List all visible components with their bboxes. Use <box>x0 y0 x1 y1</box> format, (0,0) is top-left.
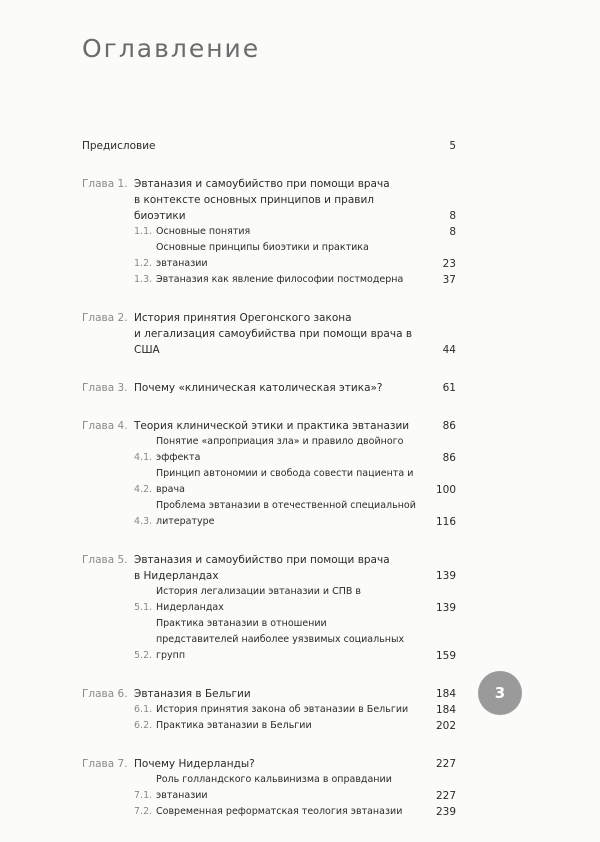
chapter-label: Глава 3. <box>82 382 128 394</box>
section-page: 8 <box>449 226 456 238</box>
chapter-page: 44 <box>442 344 456 356</box>
chapter-heading-body <box>134 552 456 584</box>
section-row <box>82 804 456 820</box>
section-title <box>156 224 420 240</box>
section-page: 37 <box>442 274 456 286</box>
chapter-title-line: и легализация самоубийства при помощи врача в США <box>134 328 413 356</box>
chapter-label: Глава 6. <box>82 688 128 700</box>
section-title-line: представителей наиболее уязвимых социальных групп <box>156 634 405 661</box>
chapter-title-line: в контексте основных принципов и правил биоэтики <box>134 194 374 222</box>
chapter-title <box>134 686 420 702</box>
chapter-heading-row <box>82 418 456 434</box>
section-row <box>82 616 456 664</box>
section-title-line: История принятия закона об эвтаназии в Бельгии <box>156 704 409 715</box>
section-title <box>156 718 420 734</box>
section-title <box>156 584 420 616</box>
section-title <box>156 804 420 820</box>
chapter-block <box>82 418 456 530</box>
chapter-heading-row <box>82 176 456 224</box>
chapter-label: Глава 5. <box>82 554 128 566</box>
section-page: 86 <box>442 452 456 464</box>
section-number: 1.1. <box>134 226 153 237</box>
section-title <box>156 240 420 272</box>
section-page: 100 <box>435 484 456 496</box>
chapter-block <box>82 756 456 820</box>
section-number: 5.2. <box>134 650 153 661</box>
section-page: 184 <box>435 704 456 716</box>
section-page: 116 <box>435 516 456 528</box>
section-row <box>82 498 456 530</box>
toc-preface-row <box>82 138 456 154</box>
chapter-heading-body <box>134 380 456 396</box>
section-title-line: История легализации эвтаназии и СПВ в Нидерландах <box>156 586 362 613</box>
section-number: 5.1. <box>134 602 153 613</box>
chapter-title <box>134 380 420 396</box>
chapter-heading-row <box>82 380 456 396</box>
chapter-list <box>82 176 456 820</box>
table-of-contents <box>82 138 456 842</box>
section-row <box>82 272 456 288</box>
chapter-title-line: Эвтаназия и самоубийство при помощи врача <box>134 178 390 190</box>
chapter-title <box>134 418 420 434</box>
chapter-page: 139 <box>435 570 456 582</box>
chapter-label: Глава 4. <box>82 420 128 432</box>
chapter-title-line: Почему Нидерланды? <box>134 758 255 770</box>
chapter-title <box>134 756 420 772</box>
chapter-block <box>82 310 456 358</box>
section-page: 202 <box>435 720 456 732</box>
section-row <box>82 466 456 498</box>
chapter-page: 8 <box>449 210 456 222</box>
section-number: 1.3. <box>134 274 153 285</box>
section-page: 227 <box>435 790 456 802</box>
section-number: 1.2. <box>134 258 153 269</box>
chapter-block <box>82 552 456 664</box>
chapter-title <box>134 310 420 358</box>
section-number: 7.1. <box>134 790 153 801</box>
chapter-page: 227 <box>435 758 456 770</box>
chapter-label: Глава 7. <box>82 758 128 770</box>
chapter-heading-row <box>82 686 456 702</box>
chapter-label: Глава 1. <box>82 178 128 190</box>
section-number: 6.2. <box>134 720 153 731</box>
section-title-line: Практика эвтаназии в Бельгии <box>156 720 312 731</box>
section-title <box>156 272 420 288</box>
chapter-title <box>134 552 420 584</box>
chapter-heading-row <box>82 552 456 584</box>
chapter-title-line: История принятия Орегонского закона <box>134 312 352 324</box>
chapter-block <box>82 176 456 288</box>
section-title <box>156 434 420 466</box>
section-title-line: Эвтаназия как явление философии постмодерна <box>156 274 404 285</box>
section-page: 23 <box>442 258 456 270</box>
preface-page: 5 <box>449 140 456 152</box>
section-number: 7.2. <box>134 806 153 817</box>
section-number: 4.2. <box>134 484 153 495</box>
chapter-heading-body <box>134 176 456 224</box>
section-title-line: Основные принципы биоэтики и практика эвтаназии <box>156 242 369 269</box>
page-title: Оглавление <box>82 34 261 63</box>
section-title-line: Принцип автономии и свобода совести пациента и врача <box>156 468 414 495</box>
chapter-heading-body <box>134 756 456 772</box>
chapter-heading-row <box>82 310 456 358</box>
chapter-label: Глава 2. <box>82 312 128 324</box>
section-title-line: Проблема эвтаназии в отечественной специальной литературе <box>156 500 416 527</box>
section-title-line: Понятие «апроприация зла» и правило двойного эффекта <box>156 436 404 463</box>
section-number: 6.1. <box>134 704 153 715</box>
section-row <box>82 772 456 804</box>
chapter-heading-body <box>134 686 456 702</box>
section-row <box>82 718 456 734</box>
chapter-title-line: Эвтаназия и самоубийство при помощи врача <box>134 554 390 566</box>
section-number: 4.1. <box>134 452 153 463</box>
chapter-page: 61 <box>442 382 456 394</box>
chapter-title <box>134 176 420 224</box>
section-title-line: Роль голландского кальвинизма в оправдании эвтаназии <box>156 774 392 801</box>
section-title <box>156 466 420 498</box>
chapter-page: 86 <box>442 420 456 432</box>
chapter-title-line: в Нидерландах <box>134 570 219 582</box>
chapter-heading-body <box>134 418 456 434</box>
section-title <box>156 616 420 664</box>
chapter-title-line: Почему «клиническая католическая этика»? <box>134 382 383 394</box>
preface-title: Предисловие <box>82 140 156 152</box>
section-title <box>156 772 420 804</box>
chapter-page: 184 <box>435 688 456 700</box>
section-row <box>82 224 456 240</box>
section-title-line: Основные понятия <box>156 226 251 237</box>
chapter-heading-row <box>82 756 456 772</box>
section-row <box>82 434 456 466</box>
section-page: 139 <box>435 602 456 614</box>
section-row <box>82 584 456 616</box>
section-page: 159 <box>435 650 456 662</box>
chapter-title-line: Теория клинической этики и практика эвтаназии <box>134 420 410 432</box>
page-number-badge: 3 <box>478 671 522 715</box>
chapter-block <box>82 686 456 734</box>
chapter-title-line: Эвтаназия в Бельгии <box>134 688 251 700</box>
section-row <box>82 702 456 718</box>
section-title <box>156 498 420 530</box>
section-number: 4.3. <box>134 516 153 527</box>
chapter-block <box>82 380 456 396</box>
section-title <box>156 702 420 718</box>
section-page: 239 <box>435 806 456 818</box>
section-title-line: Практика эвтаназии в отношении <box>156 618 327 629</box>
section-row <box>82 240 456 272</box>
chapter-heading-body <box>134 310 456 358</box>
section-title-line: Современная реформатская теология эвтаназии <box>156 806 403 817</box>
